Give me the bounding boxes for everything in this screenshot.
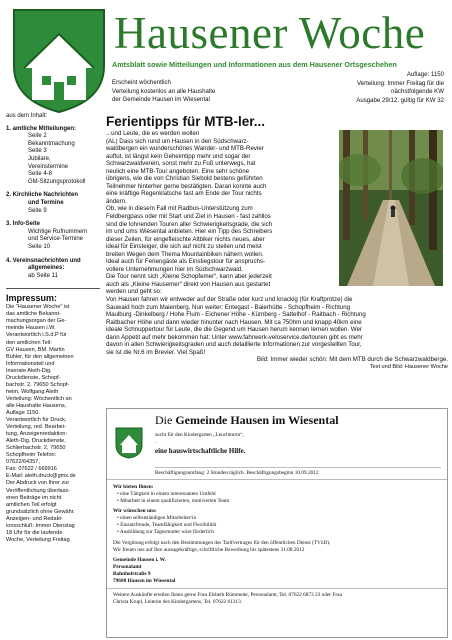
- ad-employer: Gemeinde Hausen im Wiesental: [175, 413, 339, 427]
- toc-item: Seite 2: [28, 133, 47, 140]
- impressum-line: Verantwortlich i.S.d.P für: [6, 332, 67, 339]
- issue-line: Verteilung kostenlos an alle Haushalte: [112, 87, 216, 95]
- impressum-line: den amtlichen Teil:: [6, 339, 52, 346]
- article-line: Feldbergpass oder mit Start und Ziel in Hausen - fast zahllos: [106, 213, 271, 221]
- impressum-line: Informationsteil und: [6, 360, 55, 367]
- article-line: ideal für Einsteiger, die sich auf nicht zu steilen und meist: [106, 243, 262, 251]
- article-line: ...und Leute, die es werden wollen: [106, 130, 200, 137]
- impressum-line: Schlierbachstr. 2, 79650: [6, 445, 66, 452]
- article-line: (AL) Dass sich rund um Hausen in den Südschwarz-: [106, 137, 249, 145]
- issue-line: Verteilung: Immer Freitag für die: [356, 79, 444, 87]
- article-line: Schwarzwaldverein, sonst mehr zu Fuß unterwegs, hat: [106, 160, 256, 168]
- ad-employment: Beschäftigungsumfang: 2 Stunden täglich. Beschäftigungsbeginn 10.09.2012: [155, 470, 319, 476]
- ad-address-line: 79688 Hausen im Wiesental: [113, 578, 176, 584]
- issue-info-left: [112, 79, 282, 105]
- toc-item: und Service-Termine: [28, 236, 84, 243]
- divider: [6, 288, 100, 289]
- toc-item: Seite 10: [28, 243, 51, 250]
- ad-seeks-line: sucht für den Kindergarten „Leuchtturm“,: [155, 432, 244, 438]
- sidebar: [6, 113, 100, 544]
- impressum-line: alle Haushalte Hausens,: [6, 402, 67, 409]
- impressum-line: machungsorgan der Ge-: [6, 318, 67, 325]
- article-line: sie ist die Nr.6 im Brevier. Viel Spaß!: [106, 348, 206, 356]
- ad-contact: Weitere Auskünfte erteilen Ihnen gerne Frau Elsbeth Rümmeier, Personalamt, Tel. 07622 6873 23 oder Frau: [113, 592, 343, 598]
- toc-section-title: 2. Kirchliche Nachrichten: [6, 192, 79, 199]
- ad-want-item: • Ausbildung zur Tagesmutter wäre förderlich: [117, 529, 214, 536]
- issue-line: Erscheint wöchentlich: [112, 79, 171, 86]
- masthead-subtitle: Amtsblatt sowie Mitteilungen und Informationen aus dem Hausener Ortsgeschehen: [112, 60, 397, 69]
- article-line: werden und geht so:: [106, 288, 162, 296]
- impressum-line: Druckdienste, Schopf-: [6, 374, 61, 381]
- impressum-line: Aleth-Dig. Druckdienste,: [6, 438, 66, 445]
- impressum-heading: Impressum:: [6, 293, 58, 304]
- impressum-line: Verteilung, red. Bearbei-: [6, 424, 66, 431]
- article-line: Von Hausen fahren wir entweder auf der Straße oder kurz und knackig (für Kraftprotze) die: [106, 296, 353, 304]
- ad-want-item: • einen selbstständigen Mitarbeiter/in: [117, 515, 196, 522]
- impressum-line: Die “Hausener Woche” ist: [6, 304, 70, 311]
- impressum-line: bachstr. 2, 79650 Schopf-: [6, 381, 70, 388]
- impressum-line: Der Abdruck von Ihrer zur: [6, 480, 70, 487]
- impressum-line: Verantwortlich für Druck,: [6, 417, 67, 424]
- toc-item: Seite 9: [28, 207, 47, 214]
- divider: [107, 588, 447, 589]
- impressum-line: Bühler, für den allgemeinen: [6, 353, 74, 360]
- ad-salary: Die Vergütung erfolgt nach den Bestimmungen des Tarifvertrages für den öffentlichen Dienst (TVöD).: [113, 540, 331, 546]
- impressum-line: Inserate Aleth-Dig.: [6, 367, 52, 374]
- impressum-line: grundsätzlich ohne Gewähr.: [6, 508, 75, 515]
- article-line: Teilnehmer hinterher gerne bestätigten. Daran konnte auch: [106, 182, 267, 190]
- photo-caption: Bild: Immer wieder schön: Mit dem MTB durch die Schwarzwaldberge.: [256, 356, 448, 364]
- municipal-crest-icon: [12, 8, 106, 113]
- toc-section-title: und Termine: [28, 199, 64, 206]
- toc-item: Seite 3: [28, 148, 47, 155]
- toc-item: ab Seite 11: [28, 272, 58, 279]
- impressum-line: E-Mail: aleth.druck@gmx.de: [6, 473, 76, 480]
- toc-section-title: 4. Vereinsnachrichten und: [6, 257, 81, 264]
- toc-section-title: 3. Info-Seite: [6, 221, 41, 228]
- ad-offer-item: • eine Tätigkeit in einem interessanten Umfeld: [117, 491, 216, 498]
- article-title: Ferientipps für MTB-ler...: [106, 114, 266, 129]
- toc-section: [6, 258, 100, 281]
- article-line: ideale Schnuppertour für Leute, die die Gegend um Hausen herum kennen lernen wollen. Wer: [106, 326, 362, 334]
- toc-item: Jubilare,: [28, 155, 51, 162]
- ad-want-item: • Einsatzfreude, Teamfähigkeit und Flexibilität: [117, 522, 216, 529]
- ad-apply: Wir freuen uns auf Ihre aussagekräftige, schriftliche Bewerbung bis spätestens 31.08.2012: [113, 547, 305, 553]
- ad-title: [155, 413, 339, 427]
- issue-number: Ausgabe 29/12, gültig für KW 32: [356, 96, 444, 104]
- article-line: Maulburg -Dinkelberg / Hohe Flum - Eichener Höhe - Kürnberg - Sattelhof - Raitbach - Richtung: [106, 311, 366, 319]
- impressum-line: heim, Wolfgang Aleth: [6, 388, 59, 395]
- ad-address-line: Personalamt: [113, 564, 142, 570]
- article-line: übrigens, wie die von Christian Siebold bestens geführten: [106, 175, 263, 183]
- impressum-line: Verteilung: Wöchentlich an: [6, 395, 72, 402]
- article-line: dann Appetit auf mehr bekommen hat: Unter www.fahrwerk-veloservice.de/touren gibt es mehr: [106, 333, 363, 341]
- impressum-line: Fax: 07622 / 669916: [6, 466, 57, 473]
- article-line: Ideal auch für Feriengäste als Einstiegstour für anspruchs-: [106, 258, 266, 266]
- ad-address-line: Bahnhofstraße 9: [113, 571, 151, 577]
- toc-section: [6, 126, 100, 187]
- toc-section-title: allgemeines:: [28, 265, 65, 272]
- issue-line: der Gemeinde Hausen im Wiesental: [112, 96, 210, 104]
- article-line: eine kräftige Regenklatsche fast am Ende der Tour nichts: [106, 190, 262, 198]
- toc-item: Wichtige Rufnummern: [28, 228, 88, 235]
- article-line: Sauwaid hoch zum Maienberg. Nun weiter: Entegast - Baierhütte - Schopfheim - Richtung: [106, 303, 351, 311]
- impressum-line: Veröffentlichung überlass-: [6, 487, 71, 494]
- article-line: dieser Zeilen, für eingefleischte Altbiker nichts neues, aber: [106, 235, 265, 243]
- impressum-line: Woche, Verteilung Freitag: [6, 536, 70, 543]
- article-line: auftut, ist längst kein Geheimtipp mehr und sogar der: [106, 152, 251, 160]
- impressum-line: Schopfheim Telefon:: [6, 452, 57, 459]
- impressum-line: 07622/64357,: [6, 459, 40, 466]
- municipal-crest-icon: [115, 427, 143, 459]
- issue-info-right: [269, 71, 444, 105]
- job-advertisement: [106, 408, 448, 638]
- ad-offer-heading: Wir bieten Ihnen:: [113, 484, 154, 490]
- print-run: Auflage: 1150: [406, 71, 444, 78]
- ad-title-prefix: Die: [155, 413, 173, 427]
- impressum-line: GV Hausen, BM. Martin: [6, 346, 65, 353]
- ad-address-line: Gemeinde Hausen i. W.: [113, 557, 166, 563]
- masthead-title: Hausener Woche: [114, 8, 426, 58]
- article-line: vollere Unternehmungen hier im Südschwarzwald.: [106, 265, 243, 273]
- toc-section-title: 1. amtliche Mitteilungen:: [6, 125, 77, 132]
- toc-item: Vereinstermine: [28, 163, 69, 170]
- divider: [107, 479, 447, 480]
- article-line: sind die lohnenden Touren aller Schwierigkeitsgrade, die sich: [106, 220, 273, 228]
- impressum-line: amtlichen Teil erfolgt: [6, 501, 57, 508]
- article-line: Raitbacher Höhe und dann wieder hinunter nach Hausen. Mit ca 750hm und knapp 40km eine: [106, 318, 362, 326]
- ad-spacer-dot: .: [155, 439, 157, 445]
- impressum-line: Anzeigen- und Redakt-: [6, 515, 63, 522]
- toc-heading: aus dem Inhalt:: [6, 113, 48, 119]
- article-line: breiten Wegen dem Thema Mountainbiken nähern wollen.: [106, 250, 264, 258]
- ad-want-heading: Wir wünschen uns:: [113, 508, 157, 514]
- impressum-text: [6, 304, 100, 544]
- article-line: waldbergen ein wunderschönes Wander- und MTB-Revier: [106, 145, 264, 153]
- impressum-line: meinde Hausen i.W.: [6, 325, 56, 332]
- divider: [155, 467, 441, 468]
- ad-position: eine hauswirtschaftliche Hilfe.: [155, 447, 246, 455]
- toc-section: [6, 192, 100, 215]
- toc-item: Bekanntmachung: [28, 140, 75, 147]
- ad-contact: Christa Krupl, Leiterin des Kindergartens, Tel. 07622 61313.: [113, 599, 243, 605]
- impressum-line: enen Beiträge im nicht: [6, 494, 62, 501]
- photo-credit: Text und Bild: Hausener Woche: [369, 363, 448, 370]
- article-line: neulich eine MTB-Tour angeboten. Eine sehr schöne: [106, 167, 250, 175]
- article-line: Die Tour nennt sich „Kleine Schopfemer“, kann aber jederzeit: [106, 273, 272, 281]
- article-body-wide: [106, 296, 448, 356]
- impressum-line: Auflage 1150.: [6, 409, 40, 416]
- impressum-line: 18 Uhr für die laufende: [6, 529, 63, 536]
- article-line: Ob, wie in diesem Fall mit Radbus-Unterstützung zum: [106, 205, 253, 213]
- forest-trail-photo: [339, 130, 443, 286]
- article-line: auch als „Kleine Hausemer“ direkt von Hausen aus gestartet: [106, 280, 271, 288]
- toc-item: GM-Sitzungsprotokoll: [28, 178, 86, 185]
- ad-offer-item: • Mitarbeit in einem qualifizierten, motivierten Team: [117, 498, 229, 505]
- toc-item: Seite 4-8: [28, 171, 53, 178]
- toc-section: [6, 221, 100, 251]
- article-line: im und ums Wiesental anbieten. Hier ein Tipp des Schreibers: [106, 228, 273, 236]
- article-line: ändern.: [106, 197, 127, 205]
- issue-line: nächstfolgende KW: [391, 88, 444, 96]
- impressum-line: tung, Anzeigenredaktion:: [6, 431, 68, 438]
- article-line: davon in allen Schwierigkeitsgraden und auch detaillierte Informationen zur vorgestellten Tour,: [106, 341, 362, 349]
- impressum-line: ionsschluß: Immer Dienstag: [6, 522, 75, 529]
- impressum-line: das amtliche Bekannt-: [6, 311, 61, 318]
